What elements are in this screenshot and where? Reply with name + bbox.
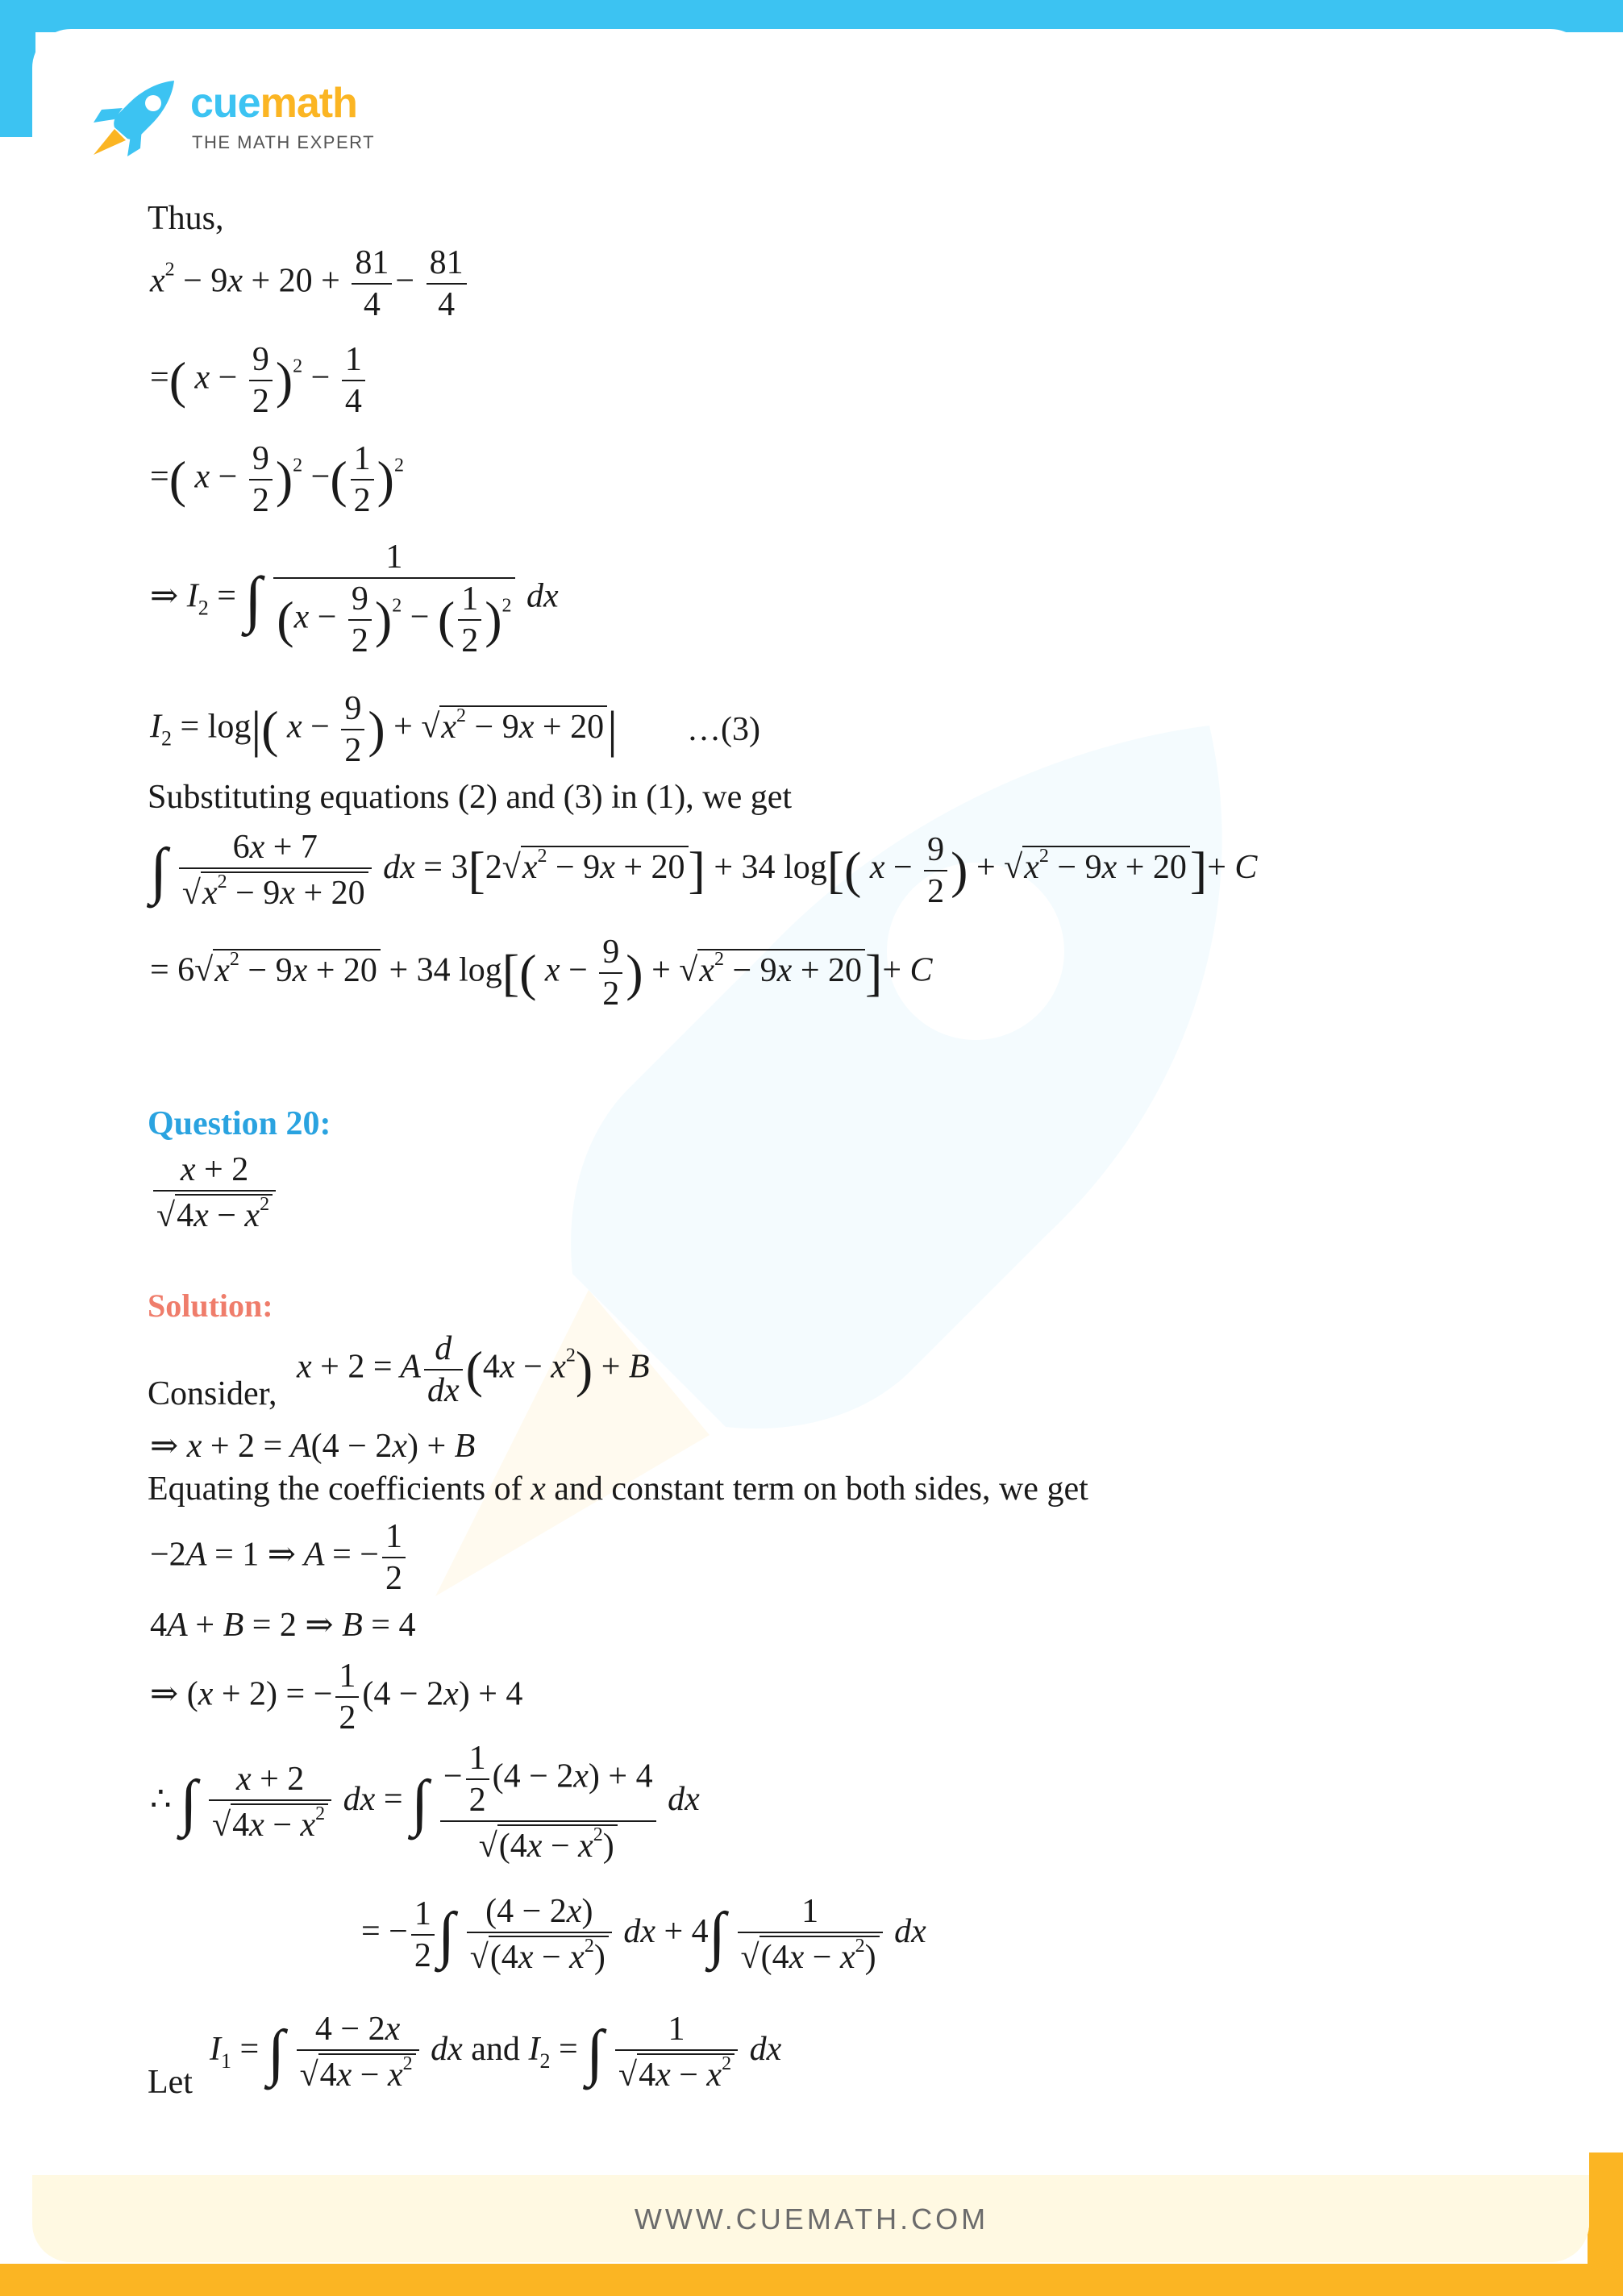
equation-completing-square: $x^2 - 9x + 20$ + $\frac{81}{4}$ − $\frac{81}{4}$ [150, 246, 470, 322]
solution-title: Solution: [148, 1287, 273, 1324]
equation-derivative: ⇒ x + 2 = A(4 − 2x) + B [150, 1428, 476, 1465]
equating-variable: x [531, 1470, 546, 1508]
consider-text: Consider, [148, 1375, 277, 1412]
substituting-text: Substituting equations (2) and (3) in (1), we get [148, 779, 793, 816]
logo-math: math [260, 80, 357, 127]
equation-a-value: −2A = 1 ⇒ A = − $\frac{1}{2}$ [150, 1520, 409, 1595]
logo-cue: cue [190, 80, 260, 127]
equation-i2-integral: ⇒ $I_2$ = ∫ 1 (x − $\frac{9}{2}$ )$^2$ − ( $\frac{1}{2}$ )$^2$ dx [150, 539, 559, 659]
equating-text [148, 1472, 1088, 1506]
left-accent-tab [0, 32, 35, 137]
equation-square-form-2: =( x − $\frac{9}{2}$ )$^2$ −( $\frac{1}{2}$ )$^2$ [150, 440, 404, 519]
rocket-logo-icon [90, 77, 179, 158]
equating-suffix: and constant term on both sides, we get [554, 1470, 1088, 1508]
logo-wordmark [190, 79, 357, 127]
equation-split-parts: = − $\frac{1}{2}$ ∫ $\frac{(4 - 2x)}{√(4x - x^2)}$ dx + 4∫ $\frac{1}{√(4x - x^2)}$ dx [361, 1893, 926, 1976]
equation-substituted: ⇒ (x + 2) = − $\frac{1}{2}$ (4 − 2x) + 4 [150, 1658, 523, 1737]
and-word: and [471, 2031, 520, 2069]
equation-final-result: = $6√x^2 - 9x + 20 + 34$ log[( x − $\frac{9}{2}$ ) + $√x^2 - 9x + 20]+ C$ [150, 934, 933, 1013]
equation-b-value: 4A + B = 2 ⇒ B = 4 [150, 1607, 416, 1644]
footer-url[interactable]: WWW.CUEMATH.COM [634, 2202, 989, 2236]
equation-square-form-1: =( x − $\frac{9}{2}$ )$^2$ − $\frac{1}{4}$ [150, 343, 368, 418]
thus-text: Thus, [148, 200, 224, 237]
equation-combined-integral: ∫ $\frac{6x + 7}{√x^2 - 9x + 20}$ dx = $3[2√x^2 - 9x + 20] + 34$ log[( x − $\frac{9}{2}$ ) + $√x^2 - 9x + 20]+ C$ [150, 829, 1258, 912]
equating-prefix: Equating the coefficients of [148, 1470, 522, 1508]
equation-split-integral: ∴ ∫ $\frac{x + 2}{√4x - x^2}$ dx = ∫ − $\frac{1}{2}$ (4 − 2x) + 4 $√(4x - x^2)$ dx [150, 1740, 700, 1865]
equation-i2-result: $I_2 = \log|$( x − $\frac{9}{2}$ ) + $√x^2 - 9x + 20|$ [150, 690, 618, 769]
let-text: Let [148, 2064, 193, 2101]
equation-reference-3: …(3) [687, 711, 760, 748]
question-title: Question 20: [148, 1105, 331, 1142]
equation-consider: x + 2 = A $\frac{d}{dx}$ $(4x - x^2) + B$ [297, 1330, 650, 1409]
logo-tagline: THE MATH EXPERT [192, 132, 376, 152]
top-accent-bar [0, 0, 1623, 32]
equation-let-integrals: $I_1$ = ∫ $\frac{4 - 2x}{√4x - x^2}$ dx and $I_2$ = ∫ $\frac{1}{√4x - x^2}$ dx [210, 2011, 782, 2094]
question-expression: $\frac{x + 2}{√4x - x^2}$ [150, 1153, 279, 1233]
bottom-accent-bar [0, 2264, 1623, 2296]
